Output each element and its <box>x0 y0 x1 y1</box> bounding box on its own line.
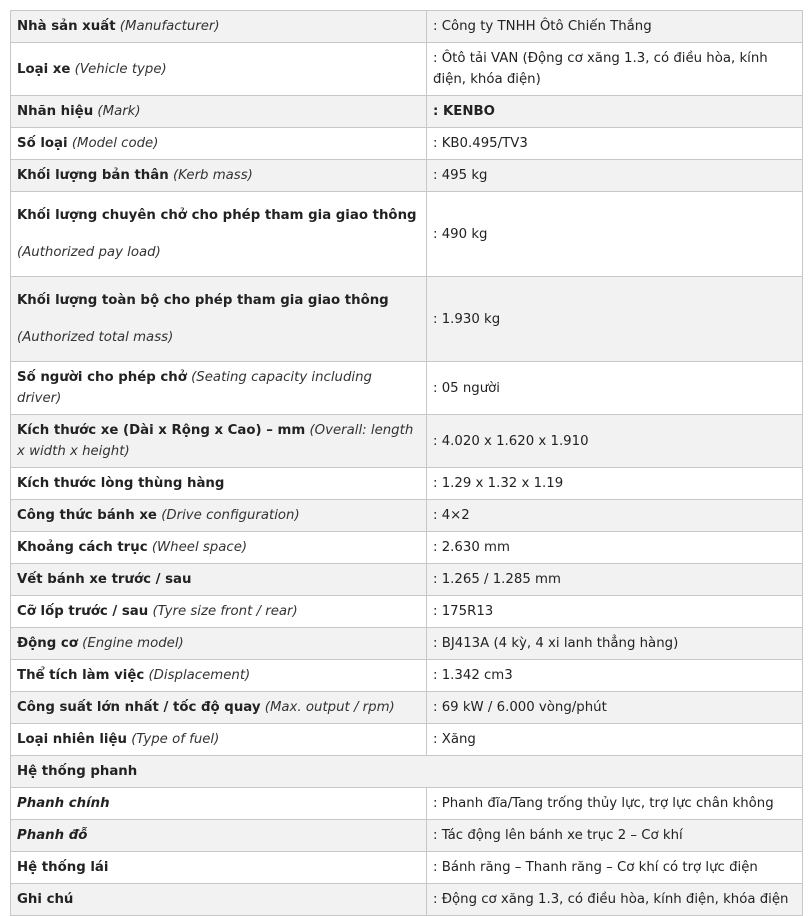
spec-label: Loại xe <box>17 61 71 77</box>
table-row <box>11 756 803 788</box>
spec-label: Số loại <box>17 136 68 151</box>
spec-label: Vết bánh xe trước / sau <box>17 572 192 587</box>
table-row <box>11 692 803 724</box>
table-row <box>11 852 803 884</box>
spec-label-en: (Engine model) <box>82 636 184 651</box>
spec-label-cell <box>11 724 427 756</box>
spec-label-cell <box>11 11 427 43</box>
spec-value: : 05 người <box>427 362 803 415</box>
spec-label: Khối lượng chuyên chở cho phép tham gia giao thông <box>17 208 417 223</box>
spec-label-cell <box>11 500 427 532</box>
spec-label-en: (Tyre size front / rear) <box>152 604 298 619</box>
spec-label-en: (Type of fuel) <box>131 732 220 747</box>
spec-label-en: (Vehicle type) <box>74 61 167 77</box>
spec-label: Thể tích làm việc <box>17 668 145 683</box>
table-row <box>11 660 803 692</box>
spec-label: Công suất lớn nhất / tốc độ quay <box>17 700 261 715</box>
spec-label: Khoảng cách trục <box>17 540 148 555</box>
table-row <box>11 820 803 852</box>
spec-label-cell <box>11 596 427 628</box>
spec-label-en: (Model code) <box>71 136 159 151</box>
spec-label-cell <box>11 532 427 564</box>
spec-label-en: (Max. output / rpm) <box>264 700 395 715</box>
spec-value: : 1.342 cm3 <box>427 660 803 692</box>
table-row <box>11 160 803 192</box>
spec-label-en: (Displacement) <box>148 668 251 683</box>
spec-value: : 495 kg <box>427 160 803 192</box>
spec-label-cell <box>11 468 427 500</box>
table-row <box>11 277 803 362</box>
spec-label: Phanh đỗ <box>17 828 88 843</box>
spec-value: : Phanh đĩa/Tang trống thủy lực, trợ lực chân không <box>427 788 803 820</box>
spec-label: Khối lượng toàn bộ cho phép tham gia giao thông <box>17 293 389 308</box>
table-row <box>11 415 803 468</box>
spec-label: Động cơ <box>17 636 78 651</box>
table-row <box>11 596 803 628</box>
spec-label: Cỡ lốp trước / sau <box>17 604 149 619</box>
spec-label: Phanh chính <box>17 796 110 811</box>
spec-label-cell <box>11 415 427 468</box>
spec-value: : KB0.495/TV3 <box>427 128 803 160</box>
spec-label-cell <box>11 96 427 128</box>
spec-label-en: (Authorized total mass) <box>17 330 174 345</box>
table-row <box>11 362 803 415</box>
spec-label: Loại nhiên liệu <box>17 732 127 747</box>
spec-value: : Ôtô tải VAN (Động cơ xăng 1.3, có điều hòa, kính điện, khóa điện) <box>427 43 803 96</box>
spec-value: : Động cơ xăng 1.3, có điều hòa, kính điện, khóa điện <box>427 884 803 916</box>
table-row <box>11 884 803 916</box>
table-row <box>11 628 803 660</box>
spec-label-cell <box>11 362 427 415</box>
spec-label-cell <box>11 277 427 362</box>
spec-label-cell <box>11 564 427 596</box>
spec-label-cell <box>11 884 427 916</box>
table-row <box>11 724 803 756</box>
spec-label: Nhãn hiệu <box>17 104 94 119</box>
spec-label-cell <box>11 692 427 724</box>
table-row <box>11 500 803 532</box>
spec-value: : 69 kW / 6.000 vòng/phút <box>427 692 803 724</box>
spec-value: : 1.930 kg <box>427 277 803 362</box>
spec-label-en: (Wheel space) <box>151 540 248 555</box>
table-row <box>11 192 803 277</box>
table-row <box>11 788 803 820</box>
spec-label: Nhà sản xuất <box>17 19 116 34</box>
spec-label-en: (Kerb mass) <box>172 168 253 183</box>
spec-value: : Tác động lên bánh xe trục 2 – Cơ khí <box>427 820 803 852</box>
table-row <box>11 43 803 96</box>
spec-value: : 1.29 x 1.32 x 1.19 <box>427 468 803 500</box>
spec-value: : 1.265 / 1.285 mm <box>427 564 803 596</box>
spec-label-en: (Drive configuration) <box>161 508 300 523</box>
spec-label-en: (Manufacturer) <box>119 19 220 34</box>
spec-value: : 490 kg <box>427 192 803 277</box>
table-row <box>11 128 803 160</box>
table-row <box>11 96 803 128</box>
table-row <box>11 564 803 596</box>
spec-label-cell <box>11 852 427 884</box>
spec-label-cell <box>11 788 427 820</box>
section-heading: Hệ thống phanh <box>17 764 138 779</box>
spec-value: : BJ413A (4 kỳ, 4 xi lanh thẳng hàng) <box>427 628 803 660</box>
spec-label: Kích thước xe (Dài x Rộng x Cao) – mm <box>17 423 306 438</box>
table-row <box>11 532 803 564</box>
spec-label-cell <box>11 192 427 277</box>
spec-value: : KENBO <box>427 96 803 128</box>
section-heading-cell <box>11 756 803 788</box>
spec-label-en: (Mark) <box>97 104 141 119</box>
spec-label-cell <box>11 628 427 660</box>
spec-value: : Bánh răng – Thanh răng – Cơ khí có trợ lực điện <box>427 852 803 884</box>
spec-label-en: (Authorized pay load) <box>17 245 161 260</box>
spec-value: : 4×2 <box>427 500 803 532</box>
spec-value: : Công ty TNHH Ôtô Chiến Thắng <box>427 11 803 43</box>
spec-table <box>10 10 803 916</box>
table-row <box>11 468 803 500</box>
spec-label-cell <box>11 160 427 192</box>
spec-label-cell <box>11 820 427 852</box>
spec-label: Số người cho phép chở <box>17 370 187 385</box>
spec-label: Công thức bánh xe <box>17 508 157 523</box>
spec-label: Ghi chú <box>17 892 74 907</box>
spec-label: Khối lượng bản thân <box>17 168 169 183</box>
spec-label-cell <box>11 43 427 96</box>
spec-label: Hệ thống lái <box>17 860 109 875</box>
spec-value: : Xăng <box>427 724 803 756</box>
spec-label-en: (Overall: length x width x height) <box>17 423 414 459</box>
spec-label-en: (Seating capacity including driver) <box>17 370 372 406</box>
spec-label-cell <box>11 660 427 692</box>
spec-value: : 175R13 <box>427 596 803 628</box>
spec-value: : 4.020 x 1.620 x 1.910 <box>427 415 803 468</box>
table-row <box>11 11 803 43</box>
spec-label: Kích thước lòng thùng hàng <box>17 476 225 491</box>
spec-label-cell <box>11 128 427 160</box>
spec-value: : 2.630 mm <box>427 532 803 564</box>
